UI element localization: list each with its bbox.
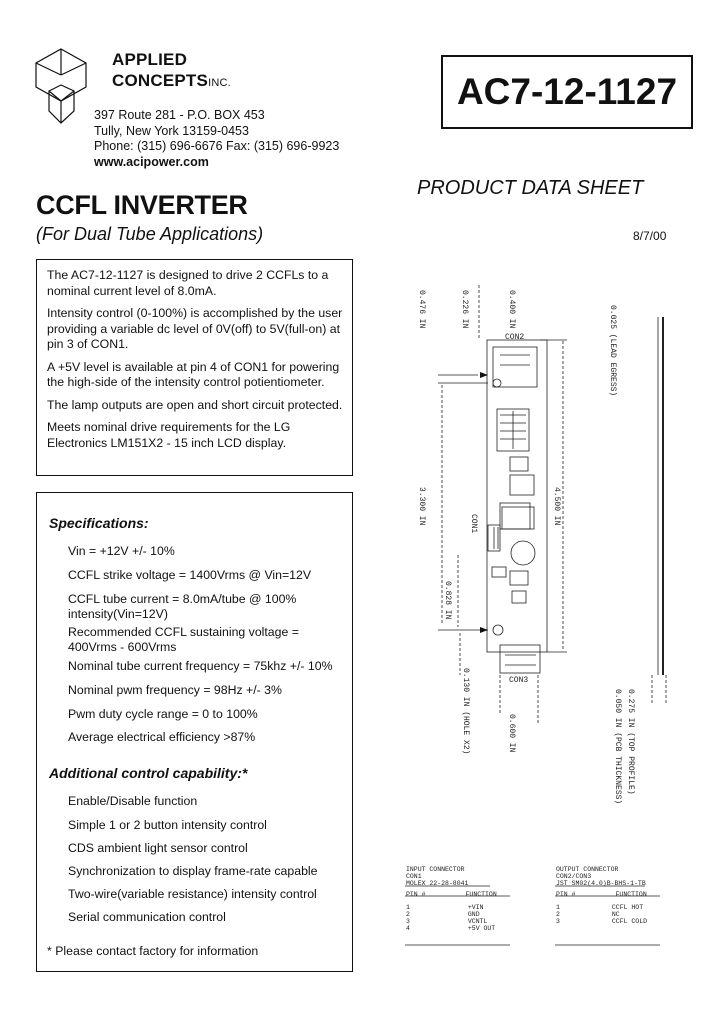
input-connector-ref: CON1 bbox=[406, 873, 422, 880]
input-connector-table bbox=[406, 866, 497, 932]
spec-item: CCFL tube current = 8.0mA/tube @ 100% intensity(Vin=12V) bbox=[68, 592, 297, 621]
description-box bbox=[36, 259, 353, 476]
additional-item: CDS ambient light sensor control bbox=[68, 841, 248, 855]
dim-label: 0.476 IN bbox=[417, 290, 426, 329]
dim-label: 0.025 (LEAD EGRESS) bbox=[608, 305, 617, 397]
company-name-line1: APPLIED bbox=[112, 50, 188, 69]
col-pin-header: PIN # bbox=[406, 891, 426, 898]
dim-label: 0.828 IN bbox=[443, 581, 452, 620]
dim-label: 0.600 IN bbox=[507, 714, 516, 753]
additional-heading: Additional control capability:* bbox=[49, 765, 248, 781]
pin-function: VCNTL bbox=[467, 918, 488, 925]
con1-label: CON1 bbox=[469, 514, 478, 534]
dim-label: 0.050 IN (PCB THICKNESS) bbox=[613, 689, 622, 805]
pin-function: +5V OUT bbox=[467, 925, 496, 932]
con2-connector bbox=[493, 347, 537, 387]
company-name-line2 bbox=[112, 71, 231, 93]
transformer-2 bbox=[502, 507, 534, 529]
company-logo-icon bbox=[34, 47, 88, 125]
footnote: * Please contact factory for information bbox=[47, 944, 259, 958]
pin-number: 4 bbox=[406, 925, 410, 932]
product-title: CCFL INVERTER bbox=[36, 190, 248, 220]
pin-function: NC bbox=[611, 911, 620, 918]
pin-number: 2 bbox=[556, 911, 560, 918]
additional-item: Two-wire(variable resistance) intensity control bbox=[68, 887, 317, 901]
additional-item: Synchronization to display frame-rate capable bbox=[68, 864, 318, 878]
part-number: AC7-12-1127 bbox=[456, 71, 678, 112]
product-subtitle: (For Dual Tube Applications) bbox=[36, 224, 264, 244]
output-connector-part: JST SM02(4.0)B-BHS-1-TB bbox=[556, 880, 646, 887]
pin-function: +VIN bbox=[467, 904, 484, 911]
mounting-hole-bottom bbox=[493, 625, 503, 635]
capacitor bbox=[511, 541, 535, 565]
phone-fax: Phone: (315) 696-6676 Fax: (315) 696-9923 bbox=[94, 139, 340, 153]
col-pin-header: PIN # bbox=[556, 891, 576, 898]
input-connector-part: MOLEX 22-28-8041 bbox=[406, 880, 469, 887]
con3-connector bbox=[500, 645, 540, 673]
pin-function: CCFL HOT bbox=[611, 904, 644, 911]
website: www.acipower.com bbox=[94, 154, 209, 169]
dim-label: 0.226 IN bbox=[460, 290, 469, 329]
spec-item: Recommended CCFL sustaining voltage = 400Vrms - 600Vrms bbox=[68, 625, 299, 654]
pin-number: 2 bbox=[406, 911, 410, 918]
description-paragraph: The lamp outputs are open and short circuit protected. bbox=[47, 397, 343, 412]
con3-label: CON3 bbox=[509, 676, 529, 685]
description-paragraph: The AC7-12-1127 is designed to drive 2 CCFLs to a nominal current level of 8.0mA. bbox=[47, 268, 329, 298]
dim-label: 3.300 IN bbox=[417, 487, 426, 526]
address-line1: 397 Route 281 - P.O. BOX 453 bbox=[94, 108, 265, 122]
description-list bbox=[37, 260, 352, 451]
pin-number: 3 bbox=[556, 918, 560, 925]
company-suffix: INC. bbox=[208, 77, 231, 89]
dim-label: 0.400 IN bbox=[507, 290, 516, 329]
specifications-heading: Specifications: bbox=[49, 515, 149, 531]
spec-item: Nominal pwm frequency = 98Hz +/- 3% bbox=[68, 683, 282, 697]
pin-function: CCFL COLD bbox=[611, 918, 648, 925]
spec-item: Vin = +12V +/- 10% bbox=[68, 544, 175, 558]
input-connector-title: INPUT CONNECTOR bbox=[406, 866, 465, 873]
pin-function: GND bbox=[467, 911, 480, 918]
pin-number: 1 bbox=[556, 904, 560, 911]
address-line2: Tully, New York 13159-0453 bbox=[94, 123, 249, 138]
col-function-header: FUNCTION bbox=[465, 891, 497, 898]
description-paragraph: Intensity control (0-100%) is accomplished by the user providing a variable dc level of 0V(off) to 5V(full-on) at pin 3 of CON1. bbox=[47, 306, 343, 351]
dim-label: 0.130 IN (HOLE X2) bbox=[461, 668, 470, 755]
output-connector-table bbox=[556, 866, 647, 925]
additional-item: Serial communication control bbox=[68, 910, 226, 924]
output-connector-title: OUTPUT CONNECTOR bbox=[556, 866, 619, 873]
mounting-hole-top bbox=[493, 379, 501, 387]
pin-number: 3 bbox=[406, 918, 410, 925]
specifications-box bbox=[36, 492, 353, 972]
data-sheet-label: PRODUCT DATA SHEET bbox=[417, 177, 644, 199]
additional-item: Enable/Disable function bbox=[68, 794, 198, 808]
spec-item: Average electrical efficiency >87% bbox=[68, 730, 256, 744]
pin-number: 1 bbox=[406, 904, 410, 911]
part-number-box bbox=[441, 55, 693, 129]
col-function-header: FUNCTION bbox=[615, 891, 647, 898]
sheet-date: 8/7/00 bbox=[633, 229, 667, 243]
company-address bbox=[94, 108, 339, 170]
company-name-main: CONCEPTS bbox=[112, 71, 209, 90]
con2-label: CON2 bbox=[505, 333, 525, 342]
description-paragraph: A +5V level is available at pin 4 of CON1 for powering the high-side of the intensity control potientiometer. bbox=[47, 359, 340, 389]
spec-item: CCFL strike voltage = 1400Vrms @ Vin=12V bbox=[68, 568, 312, 582]
spec-item: Nominal tube current frequency = 75khz +/- 10% bbox=[68, 659, 333, 673]
dim-label: 0.275 IN (TOP PROFILE) bbox=[626, 689, 635, 795]
description-paragraph: Meets nominal drive requirements for the LG Electronics LM151X2 - 15 inch LCD display. bbox=[47, 420, 291, 450]
spec-item: Pwm duty cycle range = 0 to 100% bbox=[68, 707, 258, 721]
output-connector-ref: CON2/CON3 bbox=[556, 873, 592, 880]
dim-label: 4.500 IN bbox=[552, 487, 561, 526]
additional-item: Simple 1 or 2 button intensity control bbox=[68, 818, 267, 832]
